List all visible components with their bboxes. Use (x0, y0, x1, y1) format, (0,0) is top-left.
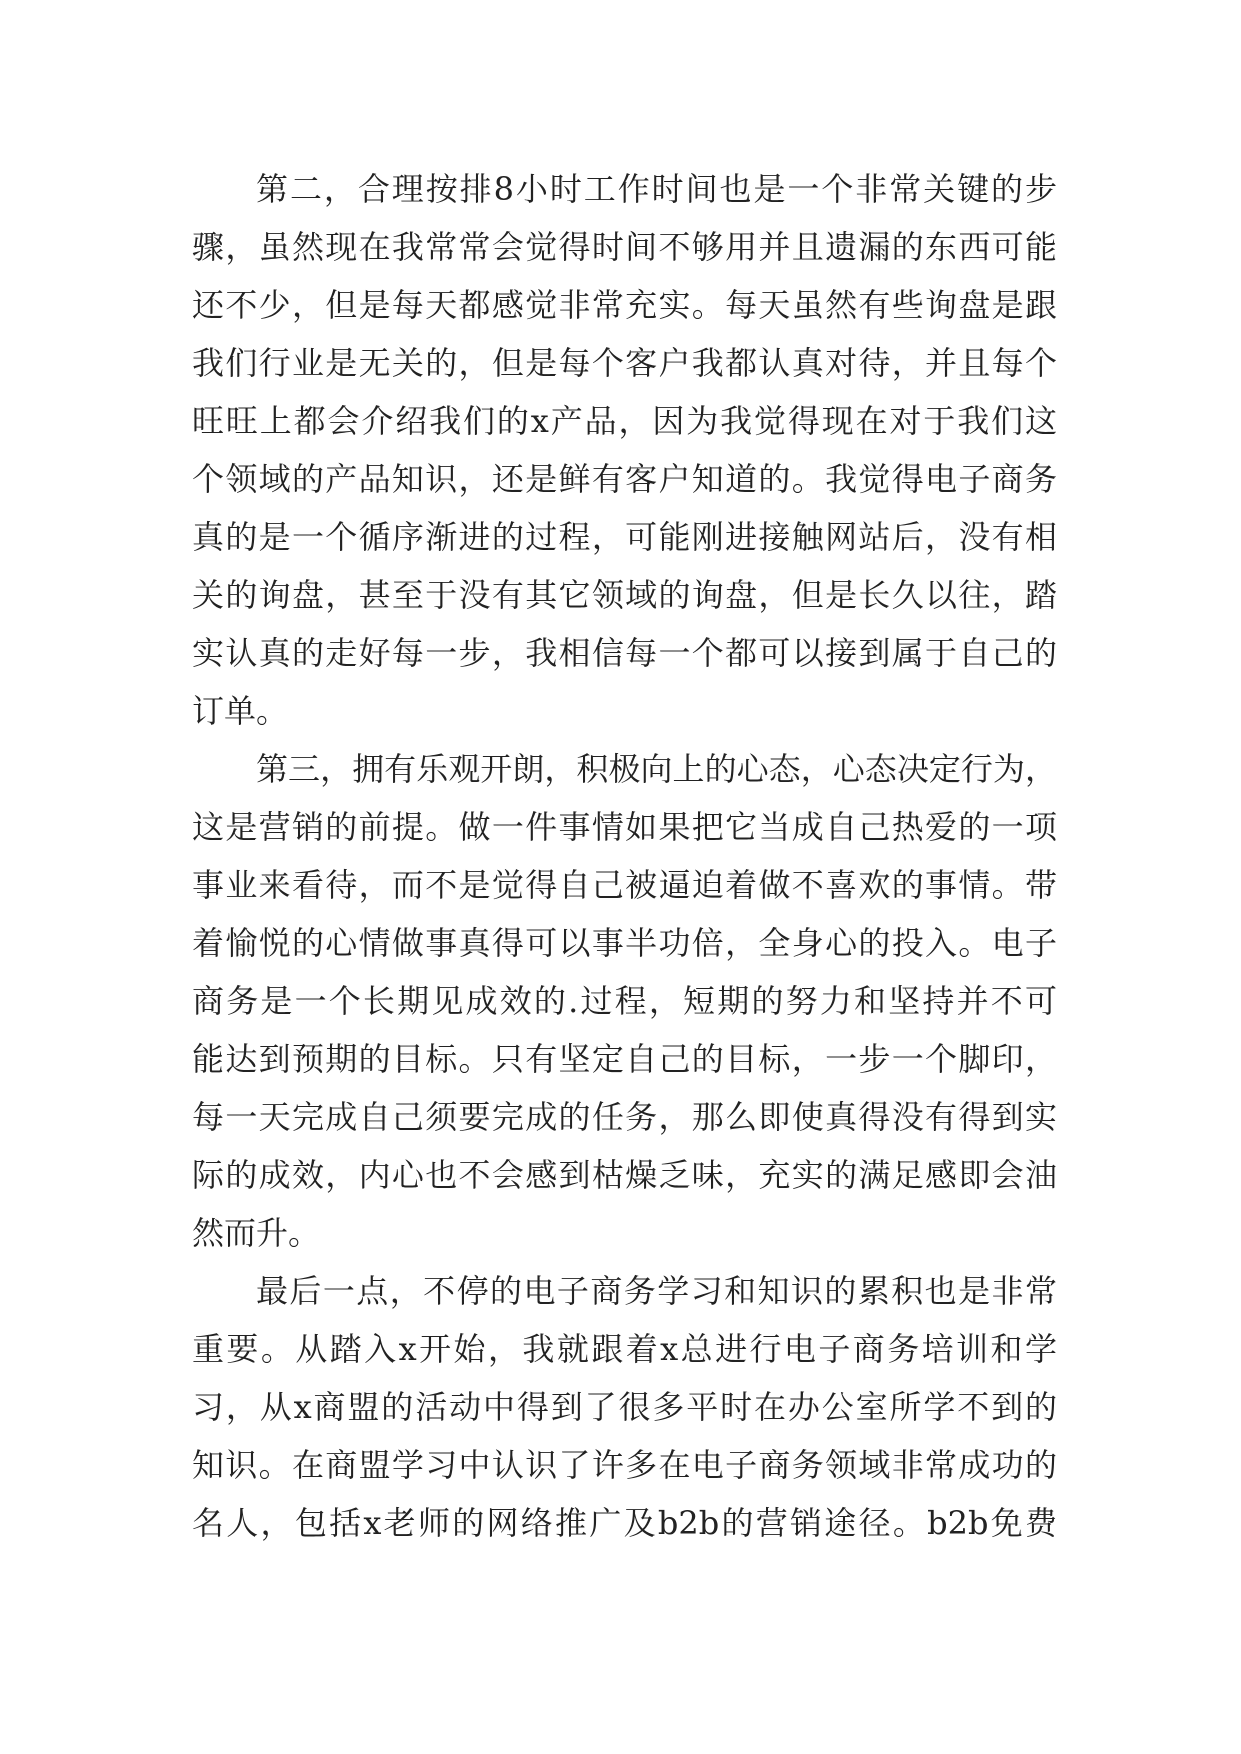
paragraph-1-line-4: 我们行业是无关的，但是每个客户我都认真对待，并且每个 (192, 344, 1057, 382)
paragraph-2-line-8: 际的成效，内心也不会感到枯燥乏味，充实的满足感即会油 (192, 1156, 1057, 1194)
paragraph-3-line-2: 重要。从踏入x开始，我就跟着x总进行电子商务培训和学 (192, 1330, 1057, 1368)
paragraph-1-line-8: 关的询盘，甚至于没有其它领域的询盘，但是长久以往，踏 (192, 576, 1057, 614)
paragraph-1-line-6: 个领域的产品知识，还是鲜有客户知道的。我觉得电子商务 (192, 460, 1057, 498)
paragraph-2-line-2: 这是营销的前提。做一件事情如果把它当成自己热爱的一项 (192, 808, 1057, 846)
paragraph-3-line-5: 名人，包括x老师的网络推广及b2b的营销途径。b2b免费 (192, 1504, 1057, 1542)
paragraph-2-line-5: 商务是一个长期见成效的.过程，短期的努力和坚持并不可 (192, 982, 1057, 1020)
paragraph-1-line-9: 实认真的走好每一步，我相信每一个都可以接到属于自己的 (192, 634, 1057, 672)
paragraph-1-line-2: 骤，虽然现在我常常会觉得时间不够用并且遗漏的东西可能 (192, 228, 1057, 266)
paragraph-3-line-1: 最后一点，不停的电子商务学习和知识的累积也是非常 (256, 1272, 1057, 1310)
paragraph-2-line-9: 然而升。 (192, 1214, 321, 1252)
paragraph-2-line-3: 事业来看待，而不是觉得自己被逼迫着做不喜欢的事情。带 (192, 866, 1057, 904)
paragraph-2-line-7: 每一天完成自己须要完成的任务，那么即使真得没有得到实 (192, 1098, 1057, 1136)
paragraph-1-line-5: 旺旺上都会介绍我们的x产品，因为我觉得现在对于我们这 (192, 402, 1057, 440)
paragraph-2-line-4: 着愉悦的心情做事真得可以事半功倍，全身心的投入。电子 (192, 924, 1057, 962)
paragraph-3-line-4: 知识。在商盟学习中认识了许多在电子商务领域非常成功的 (192, 1446, 1057, 1484)
paragraph-1-line-10: 订单。 (192, 692, 289, 730)
paragraph-2-line-1: 第三，拥有乐观开朗，积极向上的心态，心态决定行为， (256, 750, 1057, 788)
paragraph-1-line-7: 真的是一个循序渐进的过程，可能刚进接触网站后，没有相 (192, 518, 1057, 556)
paragraph-3-line-3: 习，从x商盟的活动中得到了很多平时在办公室所学不到的 (192, 1388, 1057, 1426)
paragraph-1-line-3: 还不少，但是每天都感觉非常充实。每天虽然有些询盘是跟 (192, 286, 1057, 324)
paragraph-1-line-1: 第二，合理按排8小时工作时间也是一个非常关键的步 (256, 170, 1057, 208)
paragraph-2-line-6: 能达到预期的目标。只有坚定自己的目标，一步一个脚印， (192, 1040, 1057, 1078)
document-body (192, 160, 1057, 1552)
